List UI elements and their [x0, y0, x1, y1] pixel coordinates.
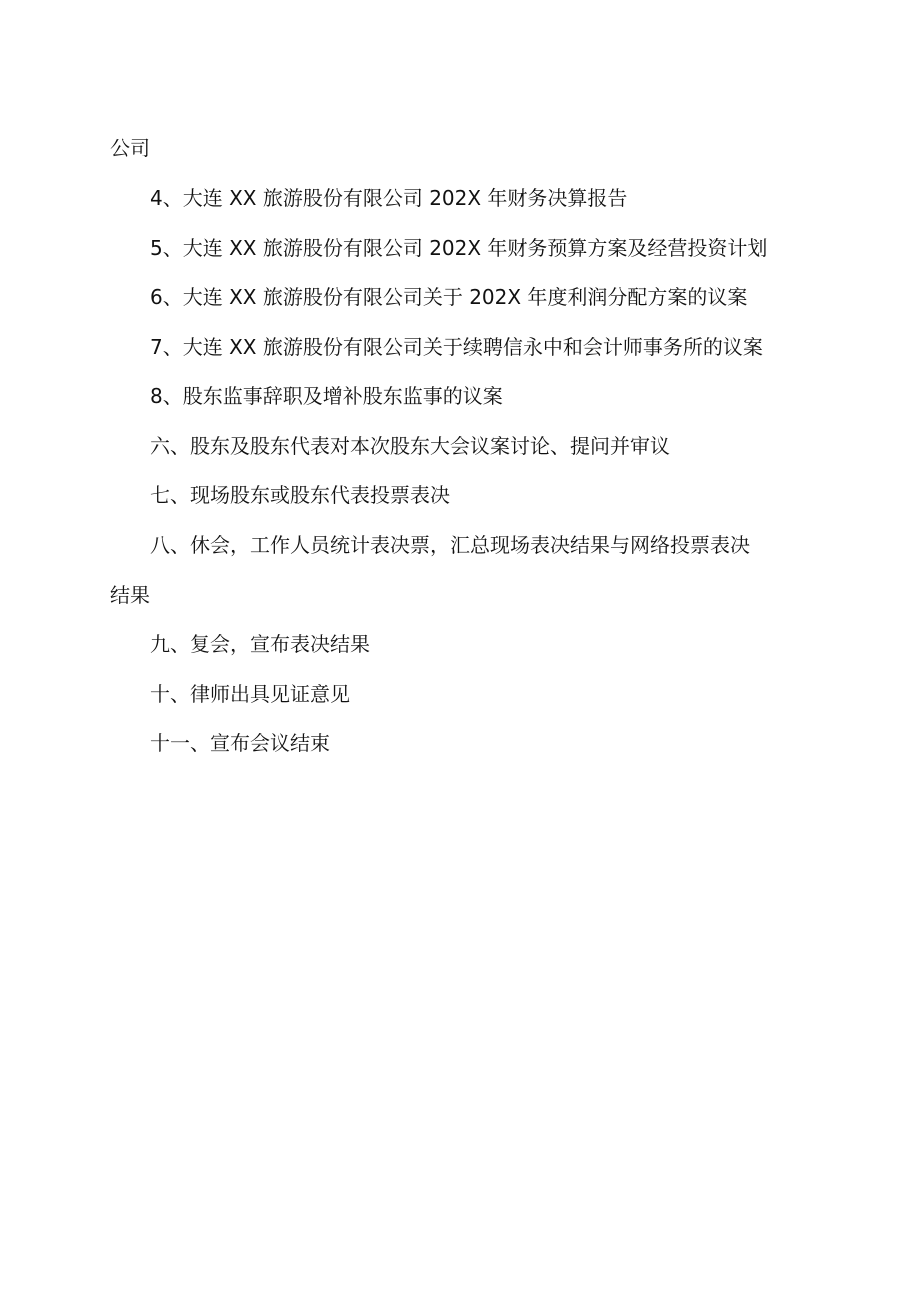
section-nine: 九、复会，宣布表决结果	[150, 632, 370, 656]
agenda-item-5: 5、大连 XX 旅游股份有限公司 202X 年财务预算方案及经营投资计划	[150, 236, 768, 260]
continued-line-company: 公司	[110, 136, 150, 160]
agenda-item-6: 6、大连 XX 旅游股份有限公司关于 202X 年度利润分配方案的议案	[150, 285, 748, 309]
section-eight: 八、休会，工作人员统计表决票，汇总现场表决结果与网络投票表决	[150, 533, 750, 557]
section-ten: 十、律师出具见证意见	[150, 682, 350, 706]
section-eight-continuation: 结果	[110, 583, 150, 607]
section-seven: 七、现场股东或股东代表投票表决	[150, 483, 450, 507]
agenda-item-8: 8、股东监事辞职及增补股东监事的议案	[150, 384, 503, 408]
agenda-item-7: 7、大连 XX 旅游股份有限公司关于续聘信永中和会计师事务所的议案	[150, 335, 763, 359]
section-six: 六、股东及股东代表对本次股东大会议案讨论、提问并审议	[150, 434, 670, 458]
agenda-item-4: 4、大连 XX 旅游股份有限公司 202X 年财务决算报告	[150, 186, 628, 210]
section-eleven: 十一、宣布会议结束	[150, 731, 330, 755]
